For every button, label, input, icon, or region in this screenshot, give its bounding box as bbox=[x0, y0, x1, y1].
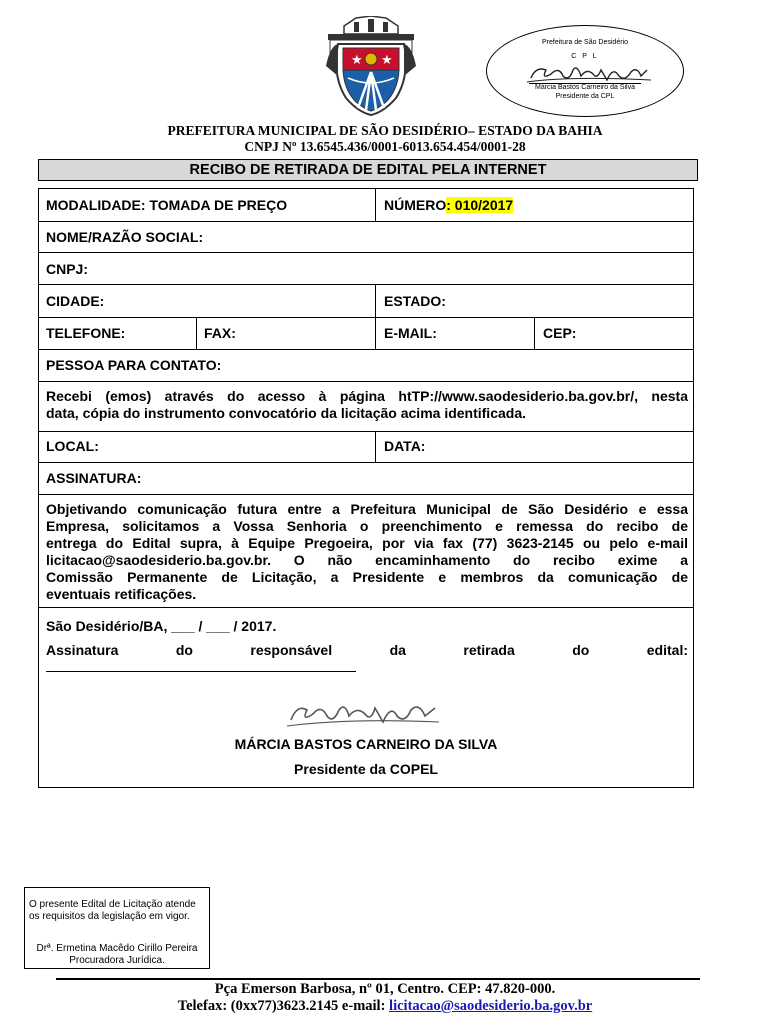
row-divider bbox=[39, 381, 693, 382]
col-divider bbox=[534, 317, 535, 349]
header-line-1: PREFEITURA MUNICIPAL DE SÃO DESIDÉRIO– ESTADO DA BAHIA bbox=[167, 123, 603, 138]
row-divider bbox=[39, 431, 693, 432]
receipt-form bbox=[38, 188, 694, 788]
objetivando-line: Objetivando comunicação futura entre a Prefeitura Municipal de São Desidério e essa bbox=[46, 501, 688, 517]
modalidade-field: MODALIDADE: TOMADA DE PREÇO bbox=[46, 197, 288, 213]
row-divider bbox=[39, 462, 693, 463]
legal-note-box bbox=[24, 887, 210, 969]
note-line-2: os requisitos da legislação em vigor. bbox=[29, 911, 190, 922]
row-divider bbox=[39, 252, 693, 253]
row-divider bbox=[39, 494, 693, 495]
recebi-line: data, cópia do instrumento convocatório da licitação acima identificada. bbox=[46, 405, 526, 421]
footer-rule bbox=[56, 978, 700, 980]
contato-field: PESSOA PARA CONTATO: bbox=[46, 357, 222, 373]
col-divider bbox=[375, 189, 376, 221]
stamp-line-2: C P L bbox=[571, 53, 599, 60]
signer-name: MÁRCIA BASTOS CARNEIRO DA SILVA bbox=[234, 736, 498, 752]
recebi-paragraph bbox=[46, 388, 688, 422]
cep-field: CEP: bbox=[543, 325, 577, 341]
note-line-4: Procuradora Jurídica. bbox=[69, 955, 165, 966]
numero-value: : 010/2017 bbox=[446, 197, 514, 213]
row-divider bbox=[39, 607, 693, 608]
assinatura-responsavel bbox=[46, 642, 688, 659]
estado-field: ESTADO: bbox=[384, 293, 446, 309]
footer-email-link[interactable]: licitacao@saodesiderio.ba.gov.br bbox=[389, 998, 593, 1014]
row-divider bbox=[39, 284, 693, 285]
objetivando-paragraph bbox=[46, 501, 688, 603]
numero-label: NÚMERO bbox=[384, 197, 447, 213]
objetivando-line: Empresa, solicitamos a Vossa Senhoria o preenchimento e remessa do recibo de bbox=[46, 518, 688, 534]
header-line-2: CNPJ Nº 13.6545.436/0001-6013.654.454/0001-28 bbox=[244, 139, 526, 154]
footer-address: Pça Emerson Barbosa, nº 01, Centro. CEP: 47.820-000. bbox=[214, 981, 556, 997]
note-line-3: Drª. Ermetina Macêdo Cirillo Pereira bbox=[36, 943, 198, 954]
cnpj-field: CNPJ: bbox=[46, 261, 89, 277]
signer-role: Presidente da COPEL bbox=[294, 761, 438, 777]
email-field: E-MAIL: bbox=[384, 325, 437, 341]
row-divider bbox=[39, 221, 693, 222]
fax-field: FAX: bbox=[204, 325, 236, 341]
telefone-field: TELEFONE: bbox=[46, 325, 126, 341]
objetivando-line: Comissão Permanente de Licitação, a Presidente e membros da comunicação de bbox=[46, 569, 688, 585]
handwritten-signature-icon bbox=[279, 694, 449, 734]
recebi-line: Recebi (emos) através do acesso à página htTP://www.saodesiderio.ba.gov.br/, nesta bbox=[46, 388, 688, 404]
row-divider bbox=[39, 317, 693, 318]
stamp-line-3: Márcia Bastos Carneiro da Silva bbox=[535, 84, 635, 91]
footer-contact-prefix: Telefax: (0xx77)3623.2145 e-mail: bbox=[177, 998, 390, 1014]
municipal-coat-of-arms-icon bbox=[326, 16, 416, 116]
svg-text:★: ★ bbox=[381, 53, 393, 68]
footer-contact bbox=[0, 998, 770, 1015]
objetivando-line: entrega do Edital supra, à Equipe Pregoeira, por via fax (77) 3623-2145 ou pelo e-mail bbox=[46, 535, 688, 551]
signature-line bbox=[46, 671, 356, 672]
nome-razao-field: NOME/RAZÃO SOCIAL: bbox=[46, 229, 204, 245]
stamp-line-4: Presidente da CPL bbox=[555, 93, 615, 100]
svg-text:★: ★ bbox=[351, 53, 363, 68]
col-divider bbox=[375, 284, 376, 349]
assinatura-field: ASSINATURA: bbox=[46, 470, 142, 486]
assinatura-line: Assinatura do responsável da retirada do edital: bbox=[46, 642, 688, 658]
form-title: RECIBO DE RETIRADA DE EDITAL PELA INTERNET bbox=[38, 159, 698, 181]
stamp-line-1: Prefeitura de São Desidério bbox=[542, 39, 628, 46]
col-divider bbox=[375, 431, 376, 462]
note-line-1: O presente Edital de Licitação atende bbox=[29, 899, 196, 910]
col-divider bbox=[196, 317, 197, 349]
objetivando-line: licitacao@saodesiderio.ba.gov.br. O não encaminhamento do recibo exime a bbox=[46, 552, 688, 568]
row-divider bbox=[39, 349, 693, 350]
cidade-field: CIDADE: bbox=[46, 293, 105, 309]
cpl-stamp bbox=[486, 25, 684, 117]
data-field: DATA: bbox=[384, 438, 426, 454]
objetivando-line: eventuais retificações. bbox=[46, 586, 197, 602]
sao-desiderio-date: São Desidério/BA, ___ / ___ / 2017. bbox=[46, 618, 277, 634]
local-field: LOCAL: bbox=[46, 438, 99, 454]
numero-field bbox=[384, 197, 513, 213]
